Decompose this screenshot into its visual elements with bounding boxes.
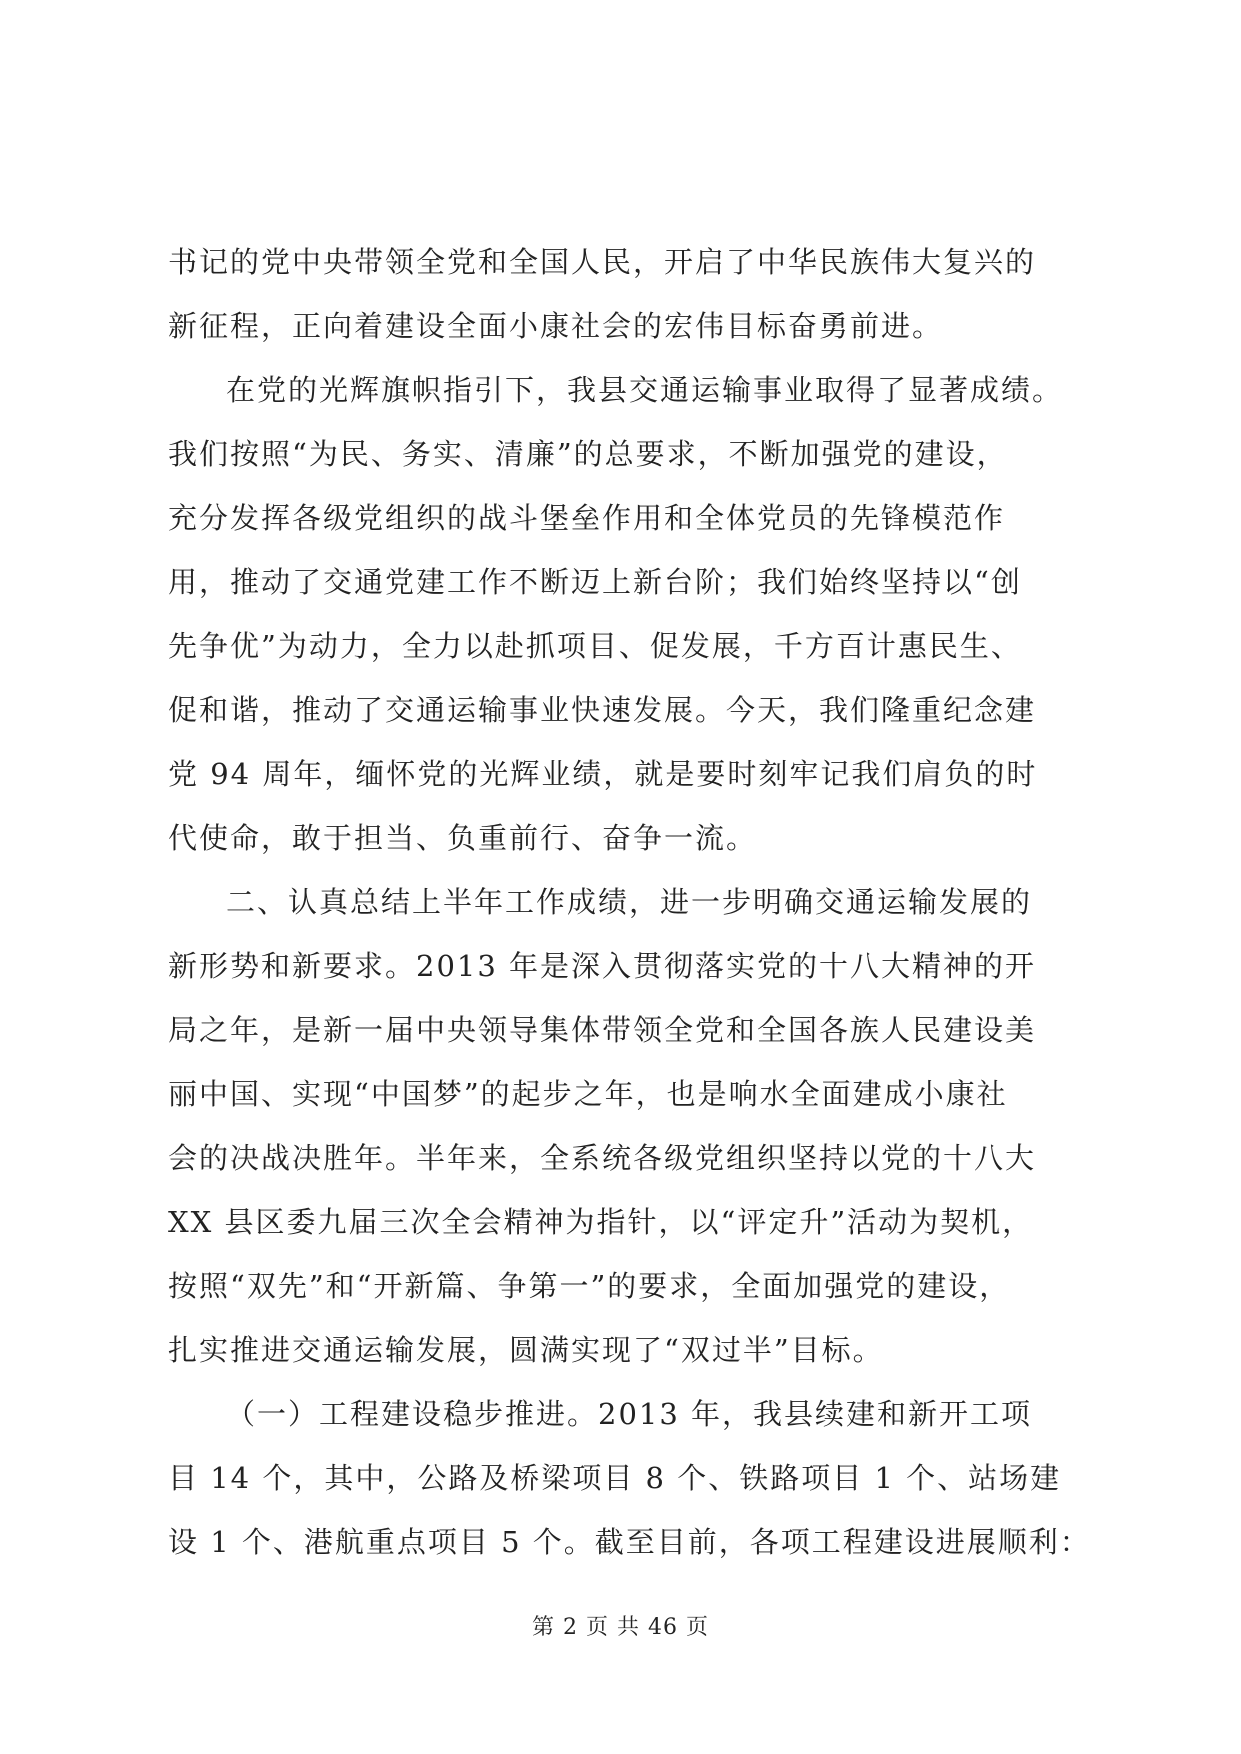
text-line: 局之年，是新一届中央领导集体带领全党和全国各族人民建设美 (168, 1013, 1037, 1047)
text-line: 我们按照“为民、务实、清廉”的总要求，不断加强党的建设， (168, 437, 1008, 471)
text-line: 充分发挥各级党组织的战斗堡垒作用和全体党员的先锋模范作 (168, 501, 1006, 535)
text-line: 丽中国、实现“中国梦”的起步之年，也是响水全面建成小康社 (168, 1077, 1008, 1111)
text-line: 新征程，正向着建设全面小康社会的宏伟目标奋勇前进。 (168, 309, 944, 343)
text-line: 新形势和新要求。2013 年是深入贯彻落实党的十八大精神的开 (168, 949, 1037, 983)
text-line: 设 1 个、港航重点项目 5 个。截至目前，各项工程建设进展顺利： (168, 1525, 1091, 1559)
text-line: 先争优”为动力，全力以赴抓项目、促发展，千方百计惠民生、 (168, 629, 1022, 663)
text-line: 用，推动了交通党建工作不断迈上新台阶；我们始终坚持以“创 (168, 565, 1022, 599)
body-text (168, 230, 1091, 1574)
text-line: 促和谐，推动了交通运输事业快速发展。今天，我们隆重纪念建 (168, 693, 1037, 727)
text-line: 党 94 周年，缅怀党的光辉业绩，就是要时刻牢记我们肩负的时 (168, 757, 1038, 791)
text-line: 代使命，敢于担当、负重前行、奋争一流。 (168, 821, 758, 855)
text-line: 目 14 个，其中，公路及桥梁项目 8 个、铁路项目 1 个、站场建 (168, 1461, 1062, 1495)
subsection-heading-line: （一）工程建设稳步推进。2013 年，我县续建和新开工项 (226, 1397, 1033, 1431)
page-number-footer: 第 2 页 共 46 页 (532, 1615, 709, 1640)
text-line: 会的决战决胜年。半年来，全系统各级党组织坚持以党的十八大 (168, 1141, 1037, 1175)
paragraph-start-line: 在党的光辉旗帜指引下，我县交通运输事业取得了显著成绩。 (226, 373, 1064, 407)
text-line: XX 县区委九届三次全会精神为指针，以“评定升”活动为契机， (168, 1205, 1034, 1239)
section-heading-line: 二、认真总结上半年工作成绩，进一步明确交通运输发展的 (226, 885, 1033, 919)
text-line: 书记的党中央带领全党和全国人民，开启了中华民族伟大复兴的 (168, 245, 1037, 279)
text-line: 按照“双先”和“开新篇、争第一”的要求，全面加强党的建设， (168, 1269, 1011, 1303)
text-line: 扎实推进交通运输发展，圆满实现了“双过半”目标。 (168, 1333, 884, 1367)
